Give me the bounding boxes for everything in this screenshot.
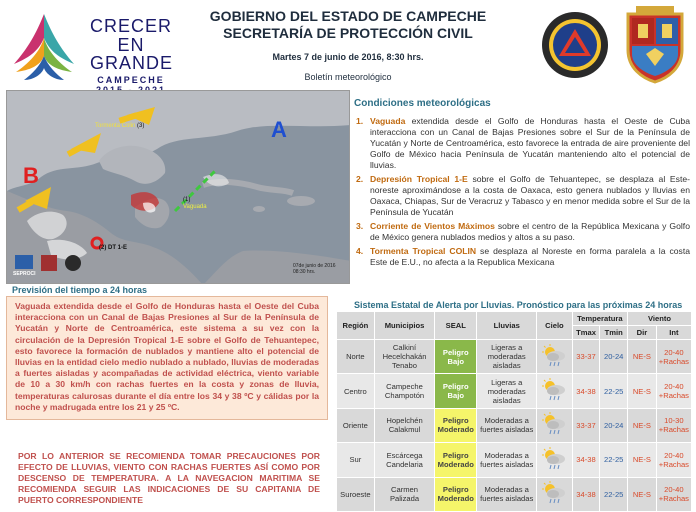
- seal-cell: Peligro Bajo: [435, 374, 477, 408]
- dir-cell: NE-S: [628, 408, 657, 442]
- proteccion-civil-logo-icon: [540, 10, 610, 80]
- municipios-cell: Carmen Palizada: [374, 477, 435, 511]
- seal-cell: Peligro Bajo: [435, 340, 477, 374]
- condition-item: [356, 246, 690, 268]
- conditions-title: Condiciones meteorológicas: [354, 98, 491, 109]
- forecast-box: [6, 296, 328, 420]
- header-viento: Viento: [628, 312, 692, 326]
- condition-text: Corriente de Vientos Máximos sobre el centro de la República Mexicana y Golfo de México genera nublados medios y altos a su paso.: [370, 221, 690, 242]
- cielo-cell: [537, 408, 572, 442]
- cielo-cell: [537, 477, 572, 511]
- region-cell: Centro: [337, 374, 375, 408]
- condition-number: 1.: [356, 116, 364, 126]
- forecast-text: Vaguada extendida desde el Golfo de Honduras hasta el Oeste del Cuba interacciona con un Canal de Bajas Presiones al Sur de la Península de Yucatán y Norte de Centroamérica, este sistema a su vez con la circulación de la Depresión Tropical 1-E sobre el Golfo de Tehuantepec, esto favorece la formación de nublados y mantiene alto el potencial de lluvias en la entidad cielo medio nublado a nublado, lluvias de moderadas a fuertes aisladas y acompañadas de actividad eléctrica, viento variable de 10 a 30 km/h con rachas fuertes en la costa y zonas de lluvia, temperaturas calurosas durante el día entre los 34 y 38 ºC y cálidas por la noche y madrugada entre los 21 y 25 ºC.: [15, 301, 319, 412]
- int-cell: 20-40 +Rachas: [656, 340, 691, 374]
- cloud-sun-rain-icon: [541, 378, 567, 402]
- page-title: [200, 8, 496, 42]
- tormenta-text: Tormenta: [95, 123, 121, 129]
- condition-highlight: Depresión Tropical 1-E: [370, 174, 468, 184]
- satellite-map: [6, 90, 350, 284]
- int-cell: 20-40 +Rachas: [656, 477, 691, 511]
- table-row: [337, 443, 692, 477]
- title-line-1: GOBIERNO DEL ESTADO DE CAMPECHE: [209, 8, 487, 24]
- header-tmax: Tmax: [572, 326, 600, 340]
- logo-line-1: CRECER: [90, 16, 173, 36]
- alert-table-body: [337, 340, 692, 512]
- condition-text: Depresión Tropical 1-E sobre el Golfo de Tehuantepec, se desplaza al Este-noreste aproximándose a la costa de Oaxaca, esto genera nublados y lluvias en Oaxaca, Chiapas, Sur de Veracruz y Tabasco y en menor medida sobre el Sur de la Península de Yucatán: [370, 174, 690, 217]
- table-row: [337, 374, 692, 408]
- crecer-logo-icon: [6, 8, 82, 84]
- int-cell: 10-30 +Rachas: [656, 408, 691, 442]
- tmax-cell: 34-38: [572, 374, 600, 408]
- map-timestamp: 07de junio de 2016 08:30 hrs.: [293, 263, 336, 275]
- header-temperatura: Temperatura: [572, 312, 627, 326]
- header-lluvias: Lluvias: [477, 312, 537, 340]
- region-cell: Suroeste: [337, 477, 375, 511]
- tmax-cell: 33-37: [572, 340, 600, 374]
- tmin-cell: 22-25: [600, 374, 628, 408]
- tmin-cell: 22-25: [600, 443, 628, 477]
- cloud-sun-rain-icon: [541, 412, 567, 436]
- municipios-cell: Calkiní Hecelchakán Tenabo: [374, 340, 435, 374]
- condition-number: 2.: [356, 174, 364, 184]
- tmax-cell: 34-38: [572, 477, 600, 511]
- tormenta-subtext: Colin: [121, 123, 136, 129]
- cielo-cell: [537, 374, 572, 408]
- int-cell: 20-40 +Rachas: [656, 374, 691, 408]
- low-pressure-label: B: [23, 163, 39, 188]
- lluvias-cell: Moderadas a fuertes aisladas: [477, 477, 537, 511]
- crecer-en-grande-logo: [4, 6, 174, 85]
- logo-line-3: CAMPECHE: [97, 75, 165, 85]
- region-cell: Norte: [337, 340, 375, 374]
- municipios-cell: Hopelchén Calakmul: [374, 408, 435, 442]
- condition-highlight: Tormenta Tropical COLIN: [370, 246, 477, 256]
- header-tmin: Tmin: [600, 326, 628, 340]
- conditions-list: [356, 116, 690, 271]
- logo-line-2: EN GRANDE: [90, 35, 174, 73]
- lluvias-cell: Ligeras a moderadas aisladas: [477, 374, 537, 408]
- tmin-cell: 22-25: [600, 477, 628, 511]
- cielo-cell: [537, 443, 572, 477]
- dt-text: DT 1-E: [108, 245, 128, 251]
- campeche-coat-of-arms-icon: [622, 4, 688, 84]
- bulletin-label: Boletín meteorológico: [304, 72, 392, 82]
- tmax-cell: 33-37: [572, 408, 600, 442]
- seproci-brand: SEPROCI: [13, 271, 36, 277]
- condition-item: [356, 116, 690, 171]
- header-region: Región: [337, 312, 375, 340]
- seal-cell: Peligro Moderado: [435, 408, 477, 442]
- tmin-cell: 20-24: [600, 408, 628, 442]
- lluvias-cell: Moderadas a fuertes aisladas: [477, 443, 537, 477]
- lluvias-cell: Ligeras a moderadas aisladas: [477, 340, 537, 374]
- condition-item: [356, 221, 690, 243]
- int-cell: 20-40 +Rachas: [656, 443, 691, 477]
- cloud-sun-rain-icon: [541, 344, 567, 368]
- municipios-cell: Campeche Champotón: [374, 374, 435, 408]
- condition-text: Tormenta Tropical COLIN se desplaza al Noreste en forma paralela a la costa Este de E.U., no afecta a la Republica Mexicana: [370, 246, 690, 267]
- bulletin-date: Martes 7 de junio de 2016, 8:30 hrs.: [272, 52, 424, 62]
- cloud-sun-rain-icon: [541, 481, 567, 505]
- condition-number: 4.: [356, 246, 364, 256]
- header-int: Int: [656, 326, 691, 340]
- header-dir: Dir: [628, 326, 657, 340]
- condition-text: Vaguada extendida desde el Golfo de Honduras hasta el Oeste de Cuba interacciona con un Canal de Bajas Presiones sobre el Sur de la Península de Yucatán y Norte de Centroamérica, esto favorece la entrada de aire proveniente del Golfo de México hacia Península de Yucatán manteniendo alto el potencial de lluvias.: [370, 116, 690, 170]
- municipios-cell: Escárcega Candelaria: [374, 443, 435, 477]
- logo-text: [90, 16, 172, 95]
- header: [0, 0, 696, 88]
- header-seal: SEAL: [435, 312, 477, 340]
- satellite-map-image: [7, 91, 350, 284]
- dt-label: [99, 245, 127, 251]
- vaguada-label: [183, 197, 207, 211]
- table-row: [337, 477, 692, 511]
- cloud-sun-rain-icon: [541, 447, 567, 471]
- seal-cell: Peligro Moderado: [435, 477, 477, 511]
- cielo-cell: [537, 340, 572, 374]
- recommendation-text: POR LO ANTERIOR SE RECOMIENDA TOMAR PRECAUCIONES POR EFECTO DE LLUVIAS, VIENTO CON RACHAS FUERTES ASÍ COMO POR DESCENSO DE TEMPERATURA. A LA NAVEGACION MARITIMA SE RECOMIENDA SEGUIR LAS INDICACIONES DE SU CAPITANIA DE PUERTO CORRESPONDIENTE: [18, 451, 320, 505]
- header-cielo: Cielo: [537, 312, 572, 340]
- alert-title: Sistema Estatal de Alerta por Lluvias. Pronóstico para las próximas 24 horas: [354, 300, 683, 310]
- tormenta-label: [95, 123, 144, 130]
- vaguada-number: (1): [183, 197, 191, 203]
- title-line-2: SECRETARÍA DE PROTECCIÓN CIVIL: [223, 25, 473, 41]
- dir-cell: NE-S: [628, 443, 657, 477]
- table-row: [337, 340, 692, 374]
- alert-table: [336, 311, 692, 512]
- tormenta-number: (3): [137, 123, 145, 129]
- condition-highlight: Vaguada: [370, 116, 406, 126]
- header-municipios: Municipios: [374, 312, 435, 340]
- seal-cell: Peligro Moderado: [435, 443, 477, 477]
- dir-cell: NE-S: [628, 340, 657, 374]
- dt-number: (2): [99, 245, 107, 251]
- region-cell: Sur: [337, 443, 375, 477]
- region-cell: Oriente: [337, 408, 375, 442]
- dir-cell: NE-S: [628, 374, 657, 408]
- lluvias-cell: Moderadas a fuertes aisladas: [477, 408, 537, 442]
- condition-highlight: Corriente de Vientos Máximos: [370, 221, 495, 231]
- tmin-cell: 20-24: [600, 340, 628, 374]
- condition-number: 3.: [356, 221, 364, 231]
- high-pressure-label: A: [271, 117, 287, 142]
- dir-cell: NE-S: [628, 477, 657, 511]
- vaguada-text: Vaguada: [183, 204, 207, 210]
- tmax-cell: 34-38: [572, 443, 600, 477]
- table-row: [337, 408, 692, 442]
- condition-item: [356, 174, 690, 218]
- forecast-title: Previsión del tiempo a 24 horas: [12, 285, 148, 295]
